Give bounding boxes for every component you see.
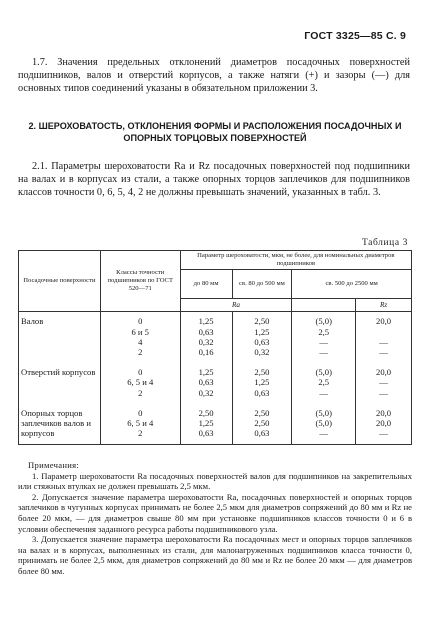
table-value: —	[319, 387, 329, 398]
table-value: (5,0)	[315, 418, 332, 429]
table-value: 0,63	[254, 387, 270, 398]
table-value: 0,63	[198, 377, 214, 388]
table-value: 2,5	[318, 326, 330, 337]
table-value: 6, 5 и 4	[127, 377, 154, 388]
table-value: —	[379, 347, 388, 358]
roughness-table	[18, 250, 412, 445]
d3-rz-cell	[356, 363, 412, 404]
table-row	[19, 312, 412, 363]
table-value: 2,50	[254, 407, 270, 418]
d3-ra-cell	[292, 404, 356, 445]
table-value: 2,50	[254, 418, 270, 429]
d2-cell	[232, 363, 292, 404]
d3-rz-cell	[356, 404, 412, 445]
table-value: 20,0	[376, 407, 392, 418]
table-value: 2,50	[198, 407, 214, 418]
d2-cell	[232, 404, 292, 445]
table-value: —	[319, 336, 329, 347]
paragraph-2-1: 2.1. Параметры шероховатости Ra и Rz посадочных поверхностей под подшипники на валах и в корпусах из стали, а также опорных торцов заплечиков для подшипников классов точности 0, 6, 5, 4, 2 не должны превышать значений, указанных в табл. 3.	[18, 161, 410, 199]
header-surface: Посадочные поверхности	[19, 251, 101, 312]
surface-cell	[19, 363, 101, 404]
d3-rz-cell	[356, 312, 412, 363]
header-rz-sub: Rz	[356, 299, 412, 312]
table-value: (5,0)	[315, 407, 332, 418]
d2-cell	[232, 312, 292, 363]
table-value: (5,0)	[315, 367, 332, 378]
table-value: 0,16	[198, 347, 214, 358]
table-value: 0,63	[198, 326, 214, 337]
d1-cell	[180, 363, 232, 404]
table-value: 1,25	[198, 316, 214, 327]
table-value	[359, 327, 408, 337]
table-value: —	[379, 336, 388, 347]
table-value: 1,25	[198, 367, 214, 378]
notes-block	[18, 460, 412, 577]
note-3: 3. Допускается значение параметра шероховатости Ra посадочных мест и опорных торцов заплечиков на валах и в корпусах, выполненных из стали, для малонагруженных подшипников класса точности 0, принимать не более 2,5 мкм, для диаметров сопряжений до 80 мм и Rz не более 20 мкм — для диаметров более 80 мм.	[18, 534, 412, 576]
table-value: 20,0	[376, 316, 392, 327]
surface-label: Опорных торцов заплечиков валов и корпусов	[21, 407, 91, 439]
table-value: 0,63	[198, 428, 214, 439]
table-value: 0	[138, 367, 143, 378]
paragraph-1-7: 1.7. Значения предельных отклонений диаметров посадочных поверхностей подшипников, валов и отверстий корпусов, а также натяги (+) и зазоры (—) для основных типов соединений указаны в обязательном приложении 3.	[18, 57, 410, 95]
table-value: (5,0)	[315, 316, 332, 327]
table-value: 1,25	[198, 418, 214, 429]
table-value: 20,0	[376, 418, 392, 429]
surface-label: Валов	[21, 316, 44, 327]
page-header: ГОСТ 3325—85 С. 9	[304, 30, 406, 42]
class-cell	[100, 312, 180, 363]
table-row	[19, 363, 412, 404]
surface-cell	[19, 404, 101, 445]
surface-label: Отверстий корпусов	[21, 367, 96, 378]
table-value: 0,63	[254, 428, 270, 439]
table-value: 4	[138, 336, 143, 347]
table-value: 6, 5 и 4	[127, 418, 154, 429]
class-cell	[100, 404, 180, 445]
table-value: —	[379, 387, 388, 398]
table-value: 0,32	[198, 336, 214, 347]
header-d1: до 80 мм	[180, 270, 232, 299]
table-value: 2	[138, 428, 143, 439]
table-value: 2,5	[318, 377, 330, 388]
d3-ra-cell	[292, 363, 356, 404]
notes-title: Примечания:	[28, 460, 80, 470]
table-value: 0,63	[254, 336, 270, 347]
table-title: Таблица 3	[361, 238, 408, 248]
table-value: 0,32	[254, 347, 270, 358]
header-d3: св. 500 до 2500 мм	[292, 270, 412, 299]
table-value: 20,0	[376, 367, 392, 378]
table-value: —	[379, 428, 388, 439]
table-value: 0	[138, 316, 143, 327]
section-2-heading: 2. ШЕРОХОВАТОСТЬ, ОТКЛОНЕНИЯ ФОРМЫ И РАСПОЛОЖЕНИЯ ПОСАДОЧНЫХ И ОПОРНЫХ ТОРЦОВЫХ ПОВЕРХНОСТЕЙ	[28, 121, 402, 143]
table-value: 6 и 5	[131, 326, 149, 337]
table-value: 0,32	[198, 387, 214, 398]
table-value: 2	[138, 347, 143, 358]
class-cell	[100, 363, 180, 404]
header-class: Классы точности подшипников по ГОСТ 520—71	[100, 251, 180, 312]
d1-cell	[180, 312, 232, 363]
table-value: 2,50	[254, 316, 270, 327]
note-1: 1. Параметр шероховатости Ra посадочных поверхностей валов для подшипников на закрепительных или стяжных втулках не должен превышать 2,5 мкм.	[18, 470, 412, 492]
surface-cell	[19, 312, 101, 363]
table-value: 2,50	[254, 367, 270, 378]
header-param: Параметр шероховатости, мкм, не более, для номинальных диаметров подшипников	[180, 251, 411, 270]
d1-cell	[180, 404, 232, 445]
table-value: 1,25	[254, 326, 270, 337]
header-ra-sub: Ra	[180, 299, 292, 312]
table-value: 1,25	[254, 377, 270, 388]
header-d2: св. 80 до 500 мм	[232, 270, 292, 299]
table-value: —	[319, 428, 329, 439]
table-value: 0	[138, 407, 143, 418]
table-value: —	[319, 347, 329, 358]
d3-ra-cell	[292, 312, 356, 363]
table-row	[19, 404, 412, 445]
table-value: 2	[138, 387, 143, 398]
note-2: 2. Допускается значение параметра шероховатости Ra, посадочных поверхностей и опорных торцов заплечиков в чугунных корпусах принимать не более 2,5 мкм для диаметров сопряжений до 80 мм и Rz не более 20 мкм, — для диаметров свыше 80 мм при установке подшипников классов точности 0 и 6 в условии обеспечения заданного ресурса работы подшипникового узла.	[18, 491, 412, 534]
table-value: —	[379, 377, 388, 388]
header-ra-sub-d3	[292, 299, 356, 312]
